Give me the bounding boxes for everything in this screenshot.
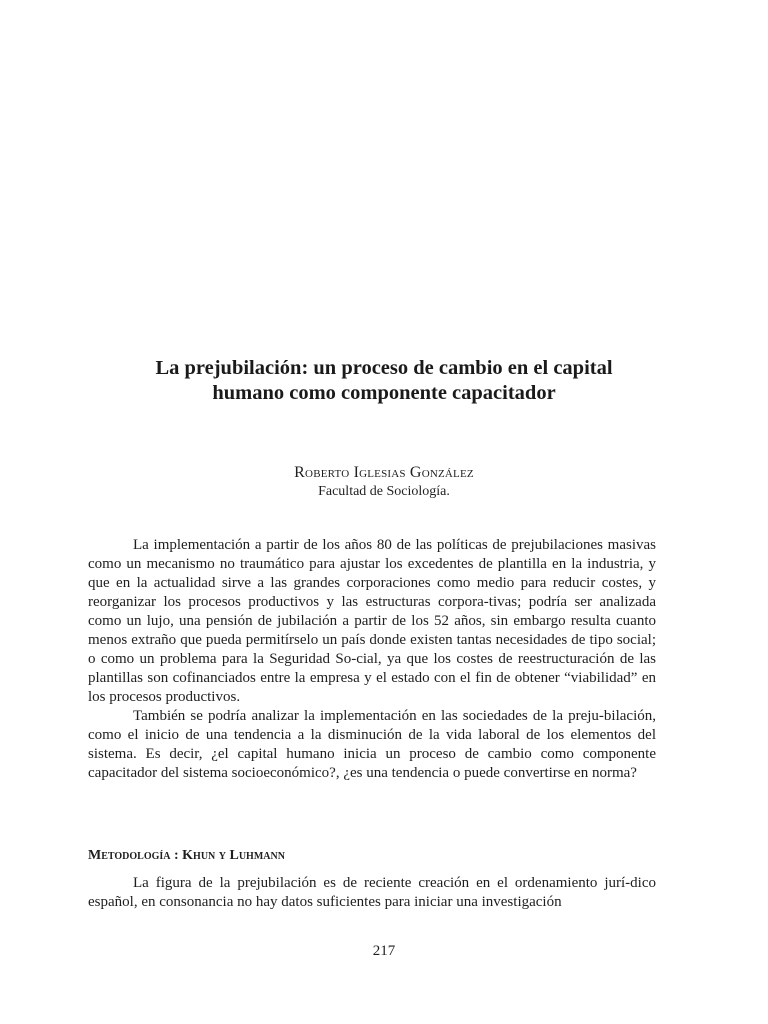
abstract-paragraph-2: También se podría analizar la implementación en las sociedades de la preju-bilación, como el inicio de una tendencia a la disminución de la vida laboral de los elementos del sistema. Es decir, ¿el capital humano inicia un proceso de cambio como componente capacitador del sistema socioeconómico?, ¿es una tendencia o puede convertirse en norma? bbox=[88, 708, 656, 781]
paper-title-line-2: humano como componente capacitador bbox=[212, 382, 556, 404]
page-number: 217 bbox=[372, 943, 396, 959]
section-body bbox=[88, 874, 656, 912]
section-heading: Metodología : Khun y Luhmann bbox=[88, 848, 285, 863]
abstract bbox=[88, 536, 656, 783]
author-name: Roberto Iglesias González bbox=[294, 464, 474, 481]
author-affiliation: Facultad de Sociología. bbox=[318, 484, 450, 499]
paper-title-line-1: La prejubilación: un proceso de cambio en el capital bbox=[155, 357, 613, 379]
paper-title bbox=[88, 356, 680, 406]
section-paragraph: La figura de la prejubilación es de reciente creación en el ordenamiento jurí-dico español, en consonancia no hay datos suficientes para iniciar una investigación bbox=[88, 875, 656, 910]
abstract-paragraph-1: La implementación a partir de los años 80 de las políticas de prejubilaciones masivas como un mecanismo no traumático para ajustar los excedentes de plantilla en la industria, y que en la actualidad sirve a las grandes corporaciones como medio para reducir costes, y reorganizar los procesos productivos y las estructuras corpora-tivas; podría ser analizada como un lujo, una pensión de jubilación a partir de los 52 años, sin embargo resulta cuanto menos extraño que pueda permitírselo un país donde existen tantas necesidades de tipo social; o como un problema para la Seguridad So-cial, ya que los costes de reestructuración de las plantillas son cofinanciados entre la empresa y el estado con el fin de obtener “viabilidad” en los procesos productivos. bbox=[88, 537, 656, 705]
